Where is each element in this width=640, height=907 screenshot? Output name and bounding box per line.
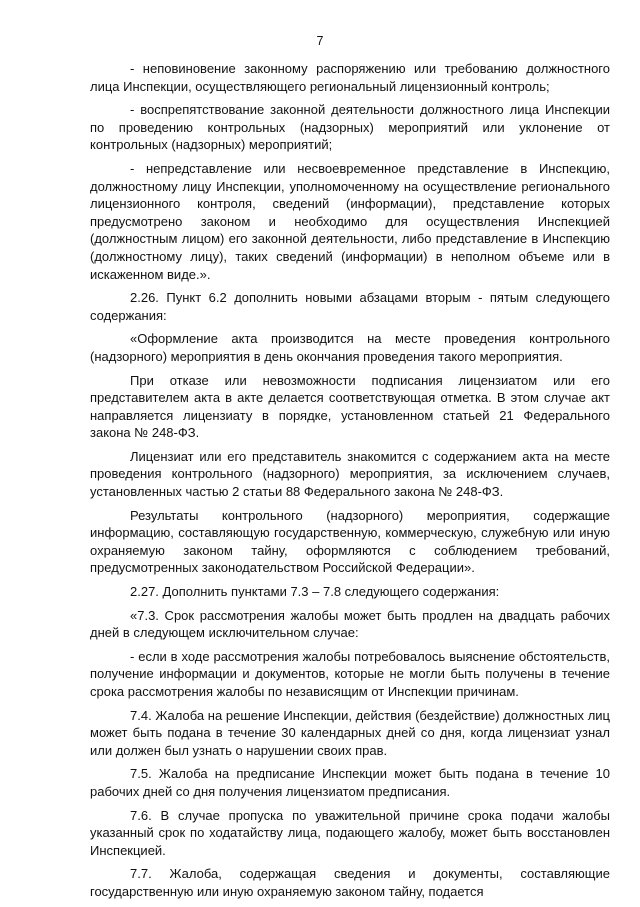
paragraph-obstruction: - воспрепятствование законной деятельности должностного лица Инспекции по проведению контрольных (надзорных) мероприятий или уклонение от контрольных (надзорных) мероприятий; [90, 102, 610, 153]
paragraph-clause-7-4: 7.4. Жалоба на решение Инспекции, действия (бездействие) должностных лиц может быть подана в течение 30 календарных дней со дня, когда лицензиат узнал или должен был узнать о нарушении своих прав. [90, 707, 610, 758]
paragraph-insubordination: - неповиновение законному распоряжению или требованию должностного лица Инспекции, осуществляющего региональный лицензионный контроль; [90, 61, 610, 94]
paragraph-clause-7-7: 7.7. Жалоба, содержащая сведения и документы, составляющие государственную или иную охраняемую законом тайну, подается [90, 866, 610, 899]
document-body [90, 60, 610, 907]
paragraph-act-registration: «Оформление акта производится на месте проведения контрольного (надзорного) мероприятия в день окончания проведения такого мероприятия. [90, 331, 610, 364]
paragraph-refusal-to-sign: При отказе или невозможности подписания лицензиатом или его представителем акта в акте делается соответствующая отметка. В этом случае акт направляется лицензиату в порядке, установленном статьей 21 Федерального закона № 248-ФЗ. [90, 372, 610, 441]
paragraph-secret-information: Результаты контрольного (надзорного) мероприятия, содержащие информацию, составляющую государственную, коммерческую, служебную или иную охраняемую законом тайну, оформляются с соблюдением требований, предусмотренных законодательством Российской Федерации». [90, 507, 610, 576]
paragraph-non-submission: - непредставление или несвоевременное представление в Инспекцию, должностному лицу Инспекции, уполномоченному на осуществление регионального лицензионного контроля, сведений (информации), представление которых предусмотрено законом и необходимо для осуществления Инспекцией (должностным лицом) его законной деятельности, либо представление в Инспекцию (должностному лицу), таких сведений (информации) в неполном объеме или в искаженном виде.». [90, 160, 610, 282]
page-number: 7 [316, 34, 324, 48]
paragraph-act-familiarization: Лицензиат или его представитель знакомится с содержанием акта на месте проведения контрольного (надзорного) мероприятия, за исключением случаев, установленных частью 2 статьи 88 Федерального закона № 248-ФЗ. [90, 448, 610, 500]
paragraph-clause-7-6: 7.6. В случае пропуска по уважительной причине срока подачи жалобы указанный срок по ходатайству лица, подающего жалобу, может быть восстановлен Инспекцией. [90, 807, 610, 858]
paragraph-clause-7-3: «7.3. Срок рассмотрения жалобы может быть продлен на двадцать рабочих дней в следующем исключительном случае: [90, 607, 610, 641]
paragraph-clause-7-3-case: - если в ходе рассмотрения жалобы потребовалось выяснение обстоятельств, получение информации и документов, которые не могли быть получены в течение срока рассмотрения жалобы по независящим от Инспекции причинам. [90, 648, 610, 699]
paragraph-item-2-26: 2.26. Пункт 6.2 дополнить новыми абзацами вторым - пятым следующего содержания: [90, 290, 610, 323]
paragraph-clause-7-5: 7.5. Жалоба на предписание Инспекции может быть подана в течение 10 рабочих дней со дня получения лицензиатом предписания. [90, 766, 610, 799]
paragraph-item-2-27: 2.27. Дополнить пунктами 7.3 – 7.8 следующего содержания: [130, 584, 500, 600]
